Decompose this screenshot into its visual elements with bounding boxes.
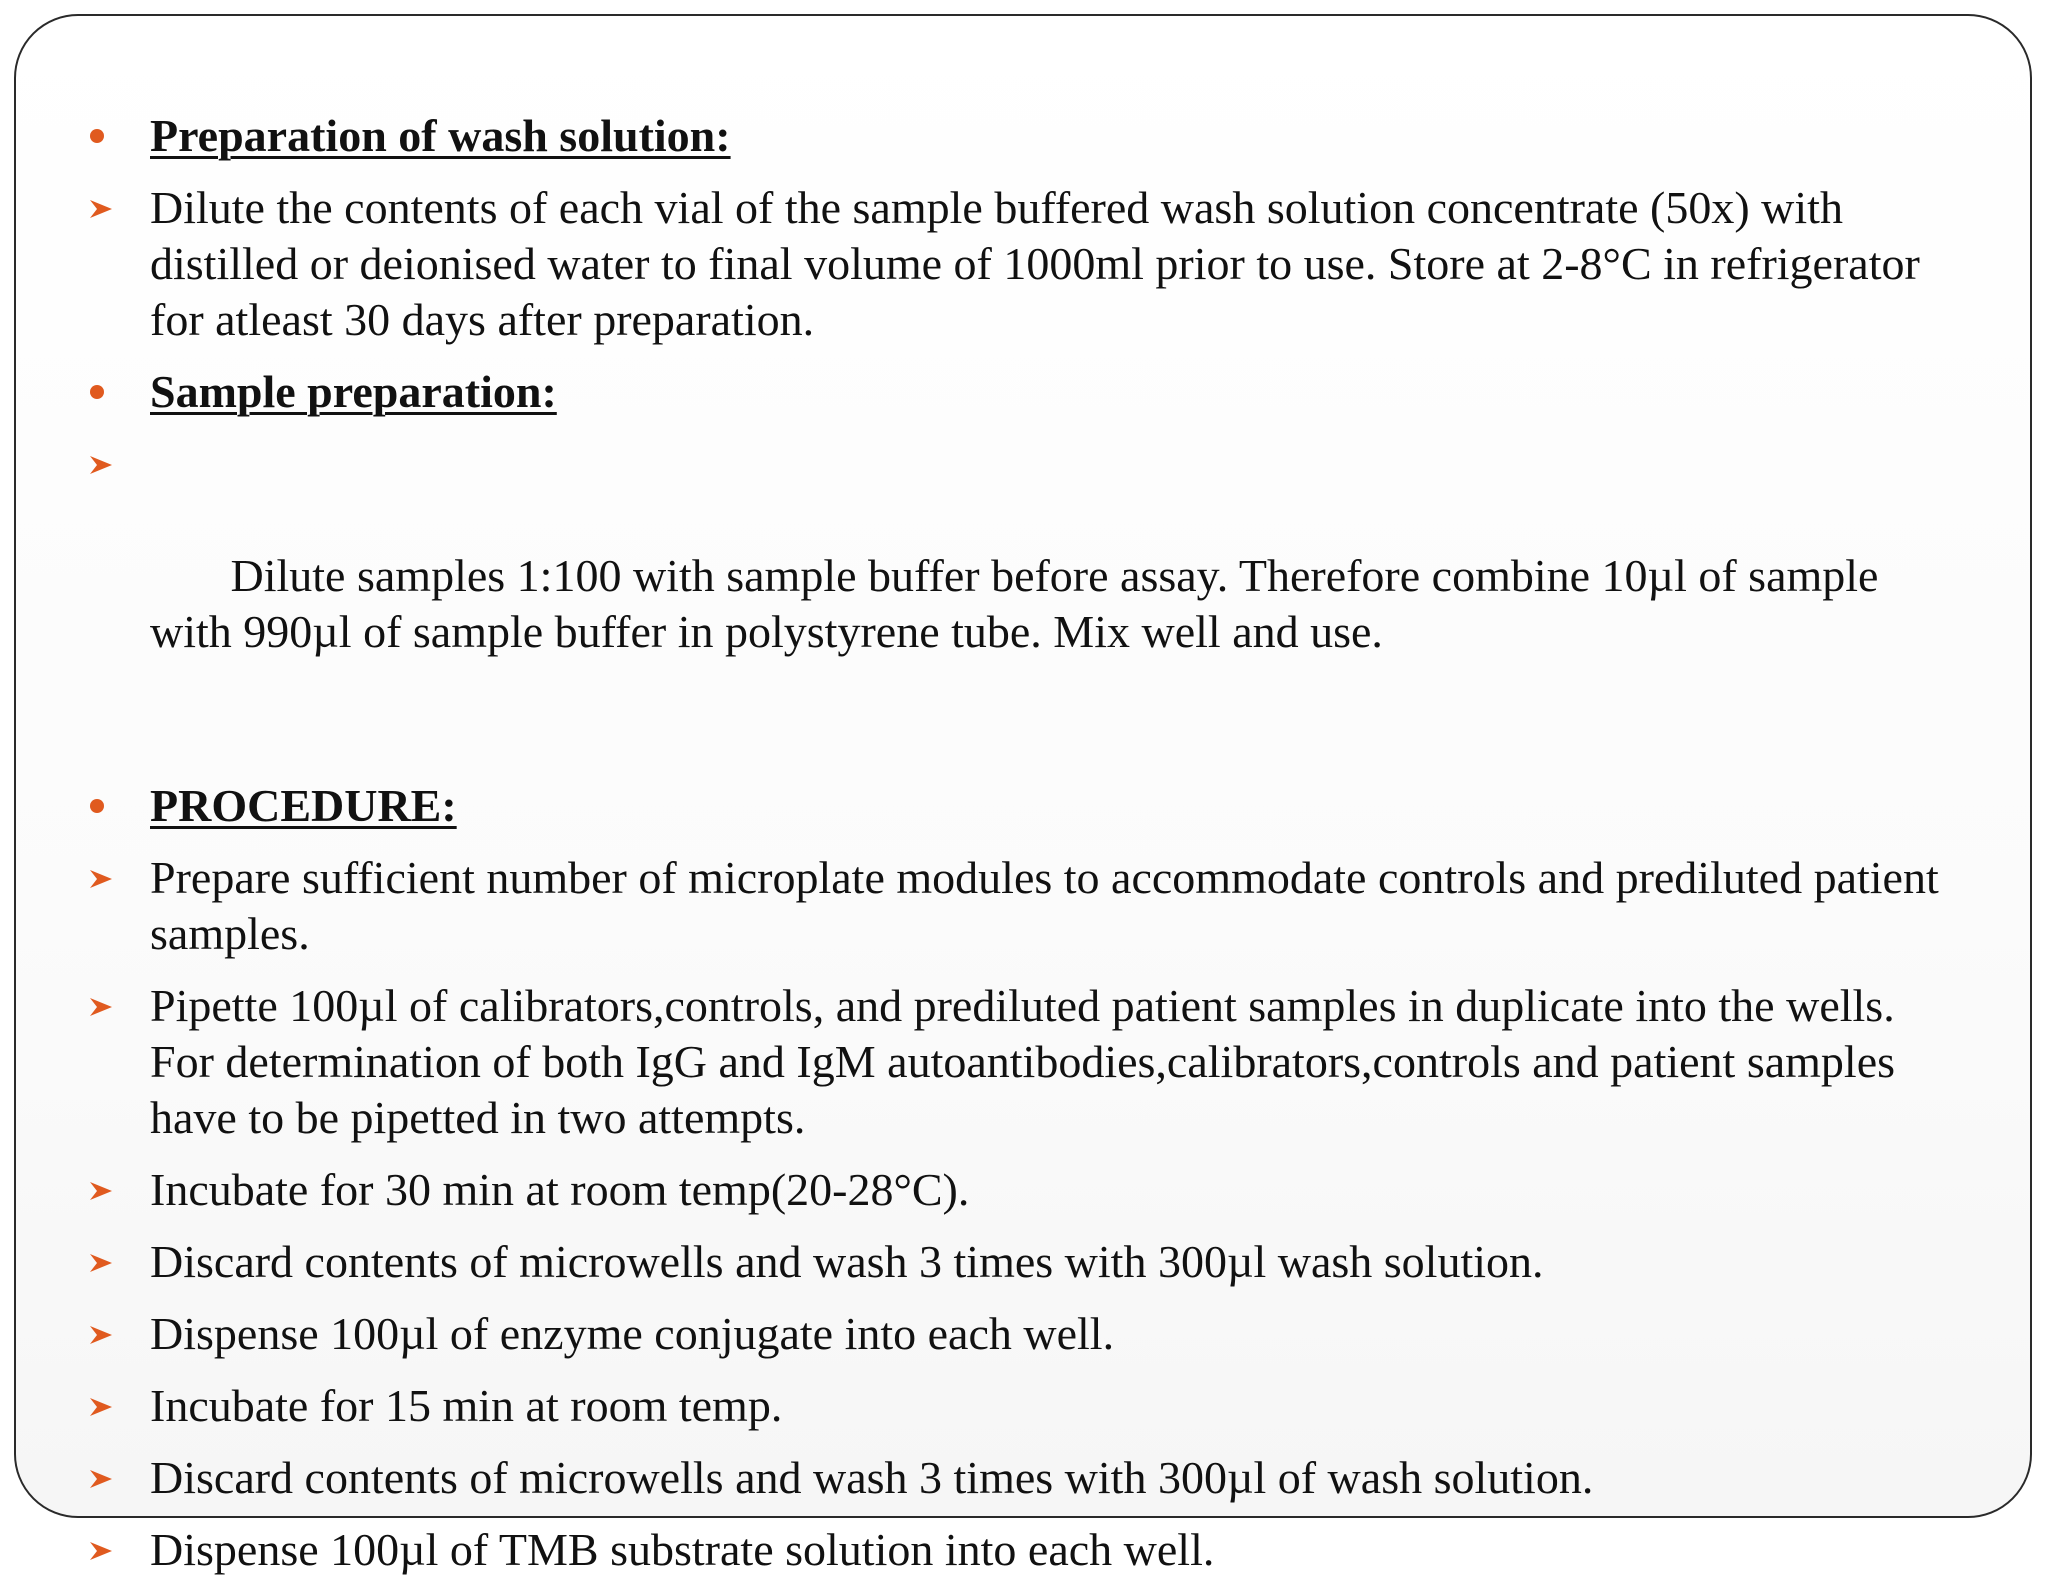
arrow-bullet-icon xyxy=(84,1522,120,1578)
slide-content xyxy=(84,108,1964,1578)
list-item xyxy=(84,180,1964,348)
arrow-bullet-icon xyxy=(84,180,120,236)
list-item-text: Pipette 100µl of calibrators,controls, and prediluted patient samples in duplicate into the wells. For determination of both IgG and IgM autoantibodies,calibrators,controls and patient samples have to be pipetted in two attempts. xyxy=(150,980,1896,1143)
list-item-text: Incubate for 30 min at room temp(20-28°C). xyxy=(150,1164,970,1215)
list-item-text: Dispense 100µl of enzyme conjugate into each well. xyxy=(150,1308,1115,1359)
list-item xyxy=(84,1378,1964,1434)
section-heading-wash-solution xyxy=(84,108,1964,164)
list-item-text: Prepare sufficient number of microplate modules to accommodate controls and prediluted patient samples. xyxy=(150,852,1939,959)
list-item xyxy=(84,1450,1964,1506)
arrow-bullet-icon xyxy=(84,850,120,906)
arrow-bullet-icon xyxy=(84,978,120,1034)
arrow-bullet-icon xyxy=(84,436,120,492)
arrow-bullet-icon xyxy=(84,1378,120,1434)
list-item xyxy=(84,436,1964,716)
section-heading-procedure xyxy=(84,778,1964,834)
bullet-dot-icon xyxy=(84,364,120,420)
bullet-dot-icon xyxy=(84,108,120,164)
list-item-text: Incubate for 15 min at room temp. xyxy=(150,1380,783,1431)
arrow-bullet-icon xyxy=(84,1306,120,1362)
heading-text: Preparation of wash solution: xyxy=(150,110,731,161)
heading-text: PROCEDURE: xyxy=(150,780,457,831)
list-item xyxy=(84,1306,1964,1362)
list-item xyxy=(84,1162,1964,1218)
section-heading-sample-preparation xyxy=(84,364,1964,420)
list-item-text: Discard contents of microwells and wash 3 times with 300µl wash solution. xyxy=(150,1236,1544,1287)
arrow-bullet-icon xyxy=(84,1234,120,1290)
list-item-text: Discard contents of microwells and wash 3 times with 300µl of wash solution. xyxy=(150,1452,1594,1503)
list-item xyxy=(84,1522,1964,1578)
heading-text: Sample preparation: xyxy=(150,366,557,417)
list-item-text: Dilute the contents of each vial of the sample buffered wash solution concentrate (50x) with distilled or deionised water to final volume of 1000ml prior to use. Store at 2-8°C in refrigerator for atleast 30 days after preparation. xyxy=(150,182,1920,345)
list-item-text: Dilute samples 1:100 with sample buffer before assay. Therefore combine 10µl of sample with 990µl of sample buffer in polystyrene tube. Mix well and use. xyxy=(150,550,1890,657)
slide-frame xyxy=(14,14,2032,1575)
list-item-text: Dispense 100µl of TMB substrate solution into each well. xyxy=(150,1524,1215,1575)
arrow-bullet-icon xyxy=(84,1162,120,1218)
arrow-bullet-icon xyxy=(84,1450,120,1506)
list-item xyxy=(84,850,1964,962)
list-item xyxy=(84,978,1964,1146)
bullet-dot-icon xyxy=(84,778,120,834)
list-item xyxy=(84,1234,1964,1290)
